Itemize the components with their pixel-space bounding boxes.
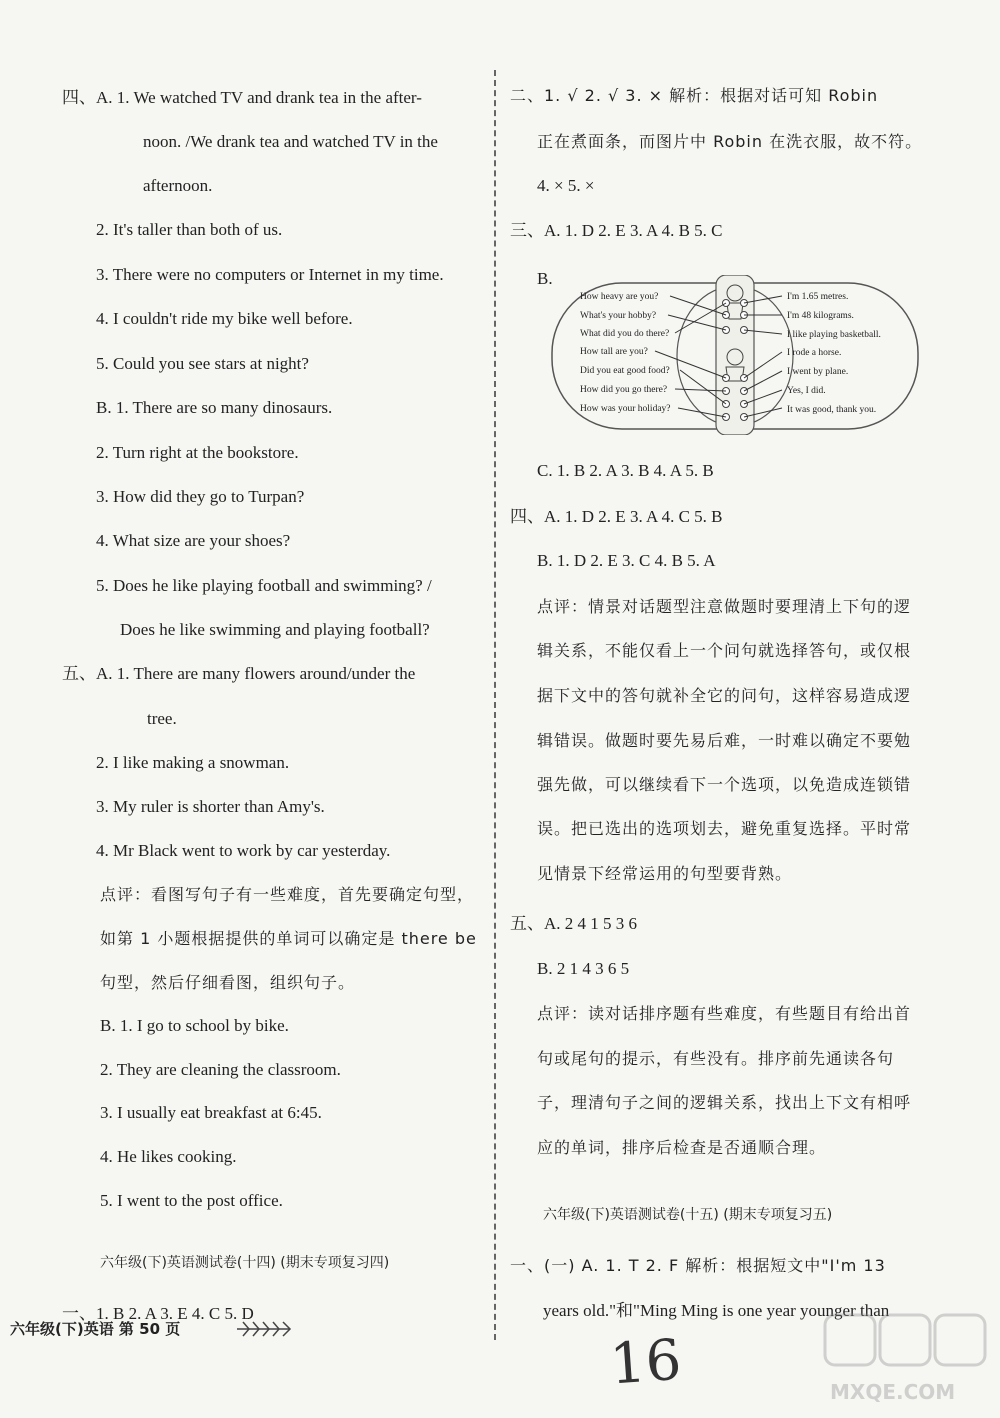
test-title: 六年级(下)英语测试卷(十五) (期末专项复习五) xyxy=(543,1207,833,1223)
diagram-question: How heavy are you? xyxy=(580,292,659,302)
comment-line: 点评：情景对话题型注意做题时要理清上下句的逻 xyxy=(537,597,912,616)
comment-line: 据下文中的答句就补全它的问句，这样容易造成逻 xyxy=(537,686,912,705)
comment-line: 句型，然后仔细看图，组织句子。 xyxy=(100,973,356,992)
diagram-question: What did you do there? xyxy=(580,329,670,339)
diagram-answer: I went by plane. xyxy=(787,367,849,377)
answer-line: B. 1. D 2. E 3. C 4. B 5. A xyxy=(537,551,716,570)
answer-line: 4. I couldn't ride my bike well before. xyxy=(96,309,353,328)
comment-line: 句或尾句的提示，有些没有。排序前先通读各句 xyxy=(537,1049,895,1068)
answer-line: 4. × 5. × xyxy=(537,176,595,195)
diagram-answer: It was good, thank you. xyxy=(787,405,877,415)
comment-line: 应的单词，排序后检查是否通顺合理。 xyxy=(537,1138,827,1157)
answer-line: B. 1. I go to school by bike. xyxy=(100,1016,289,1035)
answer-line: 4. Mr Black went to work by car yesterday. xyxy=(96,841,391,860)
diagram-question: Did you eat good food? xyxy=(580,366,670,376)
answer-line: 3. There were no computers or Internet in my time. xyxy=(96,265,444,284)
answer-line: 四、A. 1. D 2. E 3. A 4. C 5. B xyxy=(510,507,723,526)
arrows-icon xyxy=(235,1318,295,1340)
comment-line: 点评：读对话排序题有些难度，有些题目有给出首 xyxy=(537,1004,912,1023)
answer-line: B. 2 1 4 3 6 5 xyxy=(537,959,630,978)
handwritten-page-number: 16 xyxy=(607,1327,684,1398)
watermark-logo xyxy=(820,1310,990,1410)
test-title: 六年级(下)英语测试卷(十四) (期末专项复习四) xyxy=(100,1255,390,1271)
answer-line: 3. How did they go to Turpan? xyxy=(96,487,305,506)
answer-line: 2. It's taller than both of us. xyxy=(96,220,283,239)
answer-line: B. xyxy=(537,269,553,288)
page-footer-label: 六年级(下)英语 第 50 页 xyxy=(10,1320,181,1338)
diagram-question: How tall are you? xyxy=(580,347,648,357)
answer-line: 二、1. √ 2. √ 3. × 解析：根据对话可知 Robin xyxy=(510,86,879,105)
answer-line: afternoon. xyxy=(143,176,213,195)
answer-line: 2. Turn right at the bookstore. xyxy=(96,443,299,462)
watermark-text: MXQE.COM xyxy=(830,1380,956,1404)
answer-line: tree. xyxy=(147,709,177,728)
diagram-answer: I like playing basketball. xyxy=(787,330,881,340)
answer-line: 一、(一) A. 1. T 2. F 解析：根据短文中"I'm 13 xyxy=(510,1256,886,1275)
diagram-answer: I'm 48 kilograms. xyxy=(787,311,854,321)
answer-line: 5. I went to the post office. xyxy=(100,1191,283,1210)
answer-line: 3. I usually eat breakfast at 6:45. xyxy=(100,1103,322,1122)
comment-line: 见情景下经常运用的句型要背熟。 xyxy=(537,864,793,883)
answer-line: 三、A. 1. D 2. E 3. A 4. B 5. C xyxy=(510,221,723,240)
answer-line: 3. My ruler is shorter than Amy's. xyxy=(96,797,325,816)
comment-line: 辑错误。做题时要先易后难，一时难以确定不要勉 xyxy=(537,731,912,750)
answer-line: B. 1. There are so many dinosaurs. xyxy=(96,398,333,417)
answer-line: 4. He likes cooking. xyxy=(100,1147,237,1166)
answer-line: 五、A. 2 4 1 5 3 6 xyxy=(510,914,638,933)
watermark-badge-icon xyxy=(820,1310,990,1380)
answer-line: C. 1. B 2. A 3. B 4. A 5. B xyxy=(537,461,714,480)
comment-line: 点评：看图写句子有一些难度，首先要确定句型， xyxy=(100,885,475,904)
diagram-question: How did you go there? xyxy=(580,385,668,395)
comment-line: 如第 1 小题根据提供的单词可以确定是 there be xyxy=(100,929,477,948)
comment-line: 强先做，可以继续看下一个选项，以免造成连锁错 xyxy=(537,775,912,794)
answer-line: 四、A. 1. We watched TV and drank tea in the after- xyxy=(62,88,422,107)
diagram-center-bar xyxy=(716,275,754,435)
answer-line: 一、1. B 2. A 3. E 4. C 5. D xyxy=(62,1304,254,1323)
diagram-answer: Yes, I did. xyxy=(787,386,826,396)
diagram-question: How was your holiday? xyxy=(580,404,671,414)
answer-line: Does he like swimming and playing football? xyxy=(120,620,430,639)
answer-line: years old."和"Ming Ming is one year younger than xyxy=(543,1301,890,1320)
comment-line: 子，理清句子之间的逻辑关系，找出上下文有相呼 xyxy=(537,1093,912,1112)
diagram-answer: I'm 1.65 metres. xyxy=(787,292,849,302)
answer-line: 5. Could you see stars at night? xyxy=(96,354,309,373)
comment-line: 误。把已选出的选项划去，避免重复选择。平时常 xyxy=(537,819,912,838)
answer-line: 正在煮面条，而图片中 Robin 在洗衣服，故不符。 xyxy=(537,132,923,151)
answer-line: 五、A. 1. There are many flowers around/under the xyxy=(62,664,416,683)
diagram-answer: I rode a horse. xyxy=(787,348,842,358)
answer-line: 4. What size are your shoes? xyxy=(96,531,291,550)
column-divider xyxy=(494,70,496,1340)
comment-line: 辑关系，不能仅看上一个问句就选择答句，或仅根 xyxy=(537,641,912,660)
answer-line: 2. They are cleaning the classroom. xyxy=(100,1060,341,1079)
answer-line: 5. Does he like playing football and swimming? / xyxy=(96,576,432,595)
answer-line: 2. I like making a snowman. xyxy=(96,753,290,772)
answer-line: noon. /We drank tea and watched TV in the xyxy=(143,132,438,151)
diagram-question: What's your hobby? xyxy=(580,311,657,321)
matching-diagram xyxy=(550,275,920,435)
